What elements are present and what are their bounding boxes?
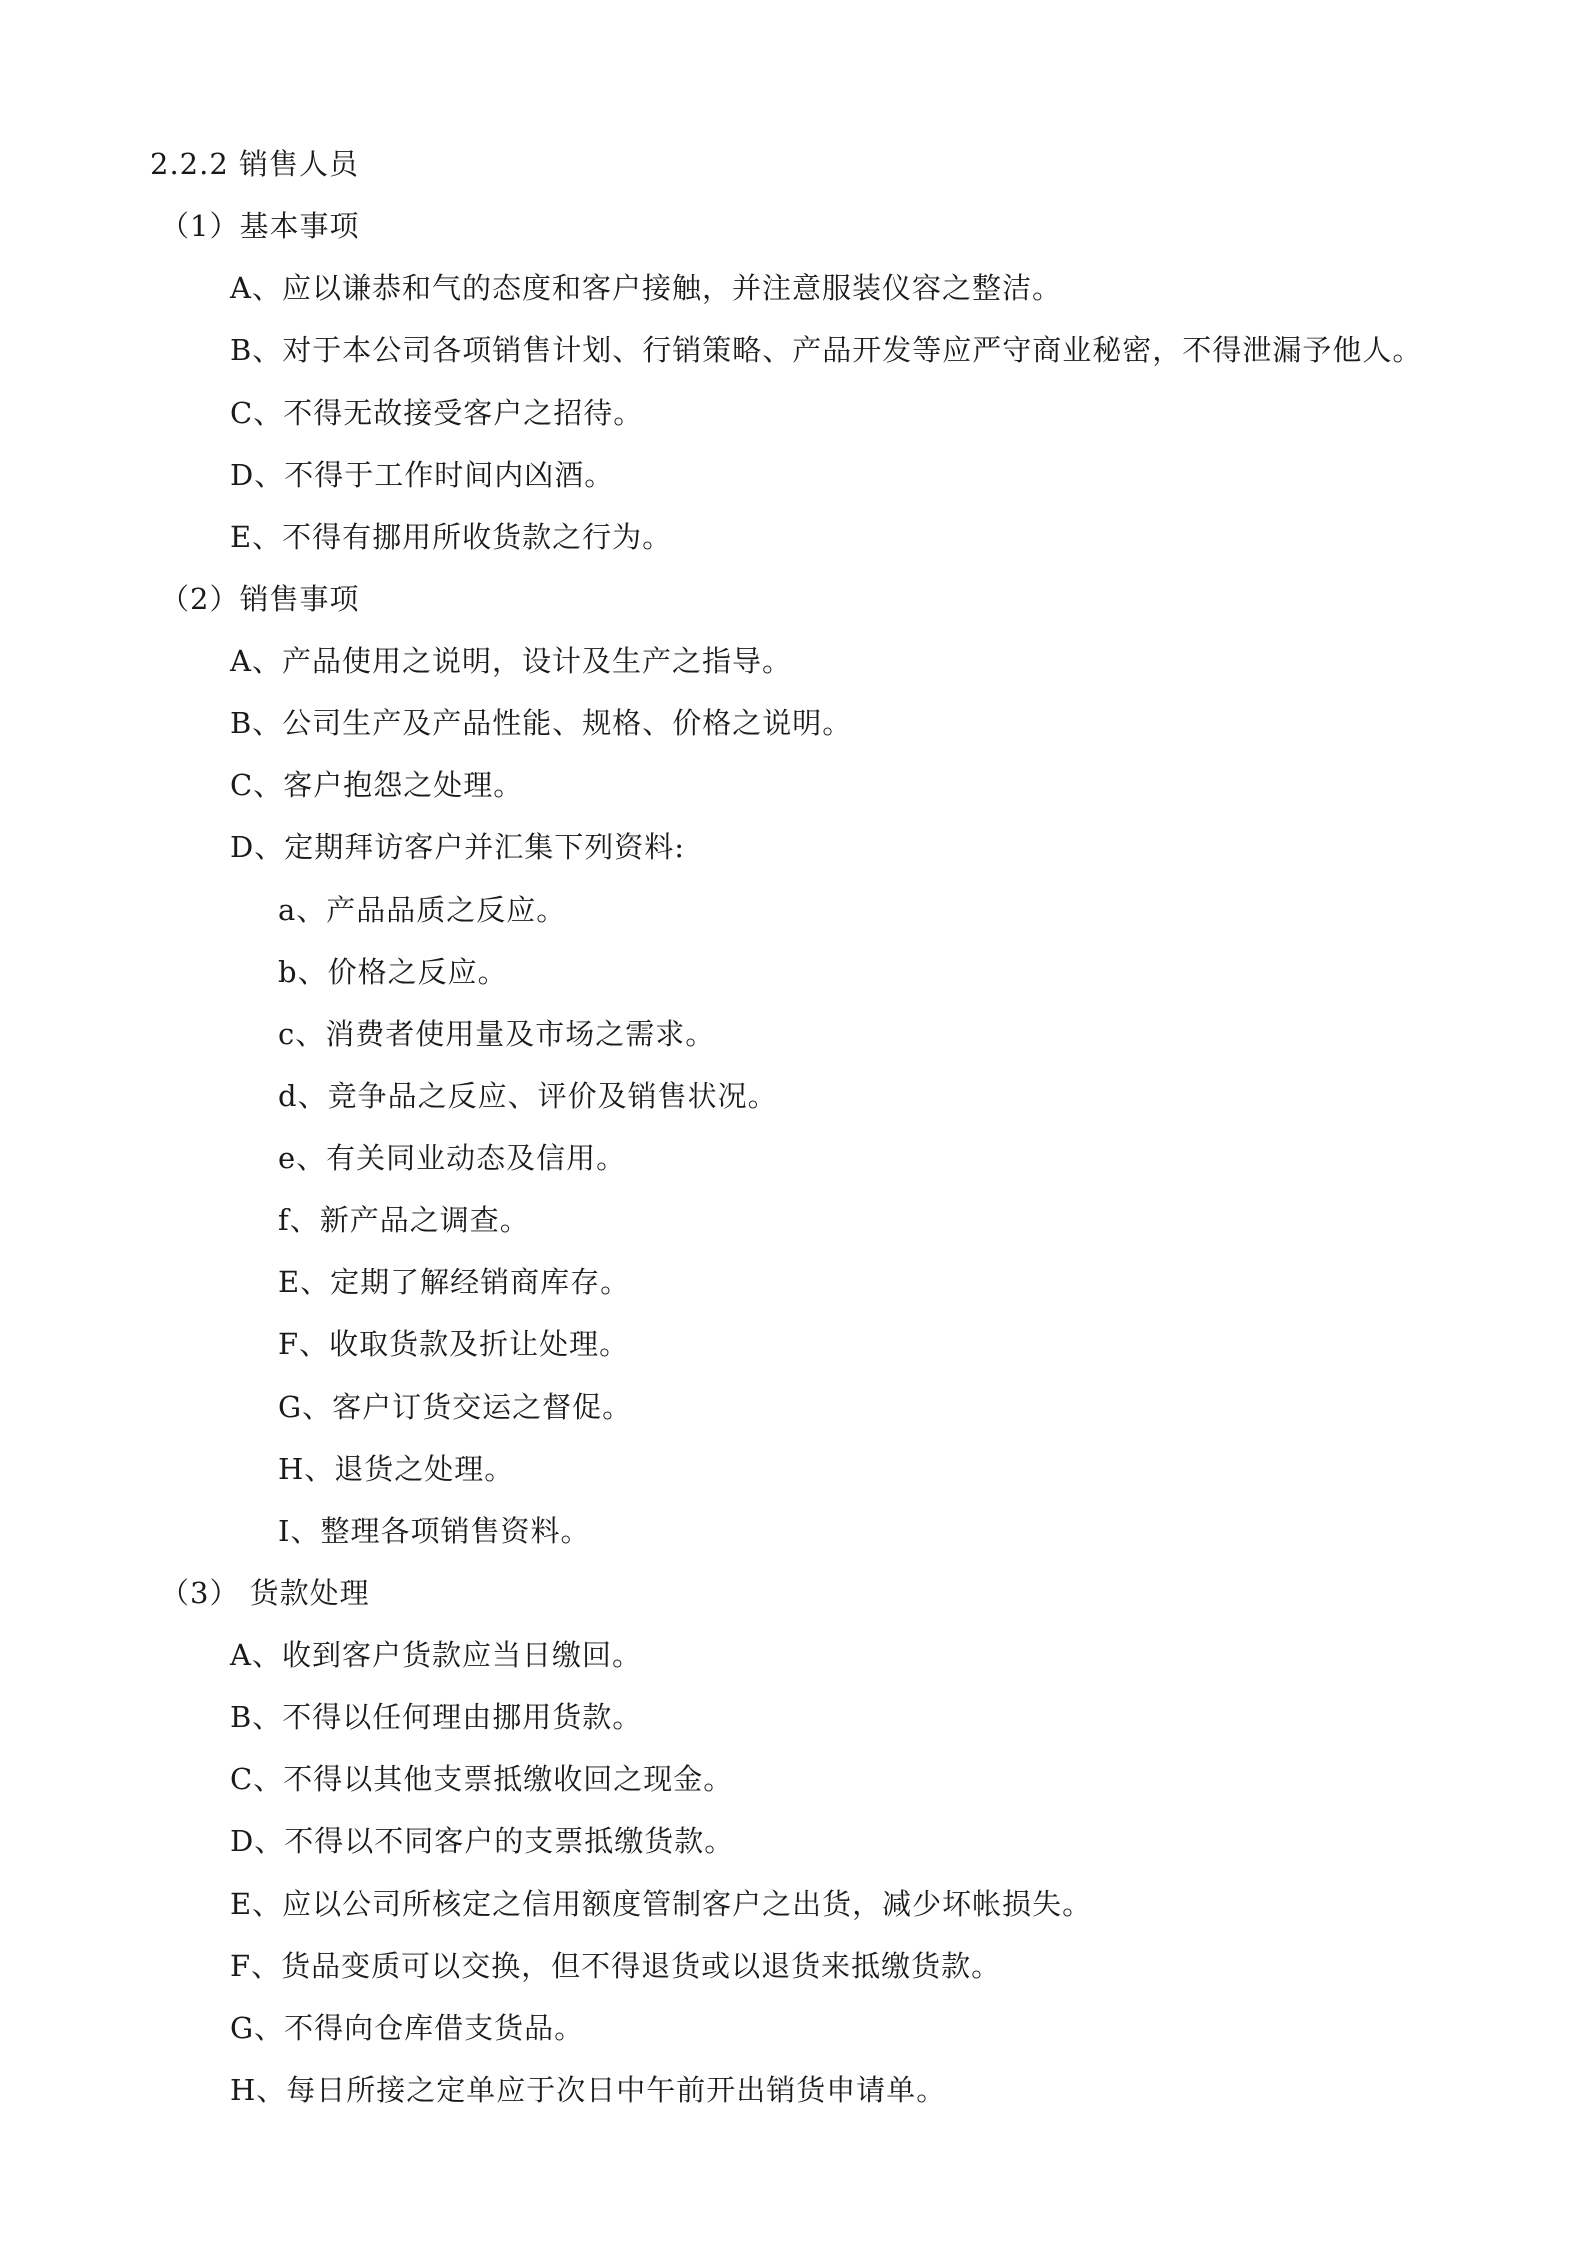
list-item: A、收到客户货款应当日缴回。: [230, 1638, 642, 1672]
list-item: D、定期拜访客户并汇集下列资料:: [230, 830, 686, 864]
heading-sales-matters: （2）销售事项: [160, 582, 360, 616]
sub-list-item: c、消费者使用量及市场之需求。: [278, 1017, 716, 1051]
sub-list-item: a、产品品质之反应。: [278, 893, 567, 927]
sub-list-item: I、整理各项销售资料。: [278, 1514, 591, 1548]
heading-basic-matters: （1）基本事项: [160, 209, 360, 243]
list-item: B、不得以任何理由挪用货款。: [230, 1700, 643, 1734]
list-item: A、应以谦恭和气的态度和客户接触，并注意服装仪容之整洁。: [230, 271, 1062, 305]
list-item: B、公司生产及产品性能、规格、价格之说明。: [230, 706, 853, 740]
list-item: C、客户抱怨之处理。: [230, 768, 524, 802]
list-item: A、产品使用之说明，设计及生产之指导。: [230, 644, 792, 678]
list-item: E、不得有挪用所收货款之行为。: [230, 520, 673, 554]
list-item: B、对于本公司各项销售计划、行销策略、产品开发等应严守商业秘密，不得泄漏予他人。: [230, 333, 1423, 367]
sub-list-item: e、有关同业动态及信用。: [278, 1141, 627, 1175]
list-item: D、不得以不同客户的支票抵缴货款。: [230, 1824, 735, 1858]
sub-list-item: f、新产品之调查。: [278, 1203, 530, 1237]
list-item: C、不得无故接受客户之招待。: [230, 396, 644, 430]
sub-list-item: F、收取货款及折让处理。: [278, 1327, 630, 1361]
list-item: H、每日所接之定单应于次日中午前开出销货申请单。: [230, 2073, 947, 2107]
list-item: D、不得于工作时间内凶酒。: [230, 458, 615, 492]
list-item: C、不得以其他支票抵缴收回之现金。: [230, 1762, 734, 1796]
sub-list-item: b、价格之反应。: [278, 955, 508, 989]
heading-payment-handling: （3） 货款处理: [160, 1576, 370, 1610]
list-item: G、不得向仓库借支货品。: [230, 2011, 585, 2045]
sub-list-item: G、客户订货交运之督促。: [278, 1390, 633, 1424]
list-item: E、应以公司所核定之信用额度管制客户之出货，减少坏帐损失。: [230, 1887, 1093, 1921]
list-item: F、货品变质可以交换，但不得退货或以退货来抵缴货款。: [230, 1949, 1002, 1983]
section-title: 2.2.2 销售人员: [150, 147, 360, 181]
sub-list-item: d、竞争品之反应、评价及销售状况。: [278, 1079, 778, 1113]
sub-list-item: E、定期了解经销商库存。: [278, 1265, 631, 1299]
sub-list-item: H、退货之处理。: [278, 1452, 515, 1486]
